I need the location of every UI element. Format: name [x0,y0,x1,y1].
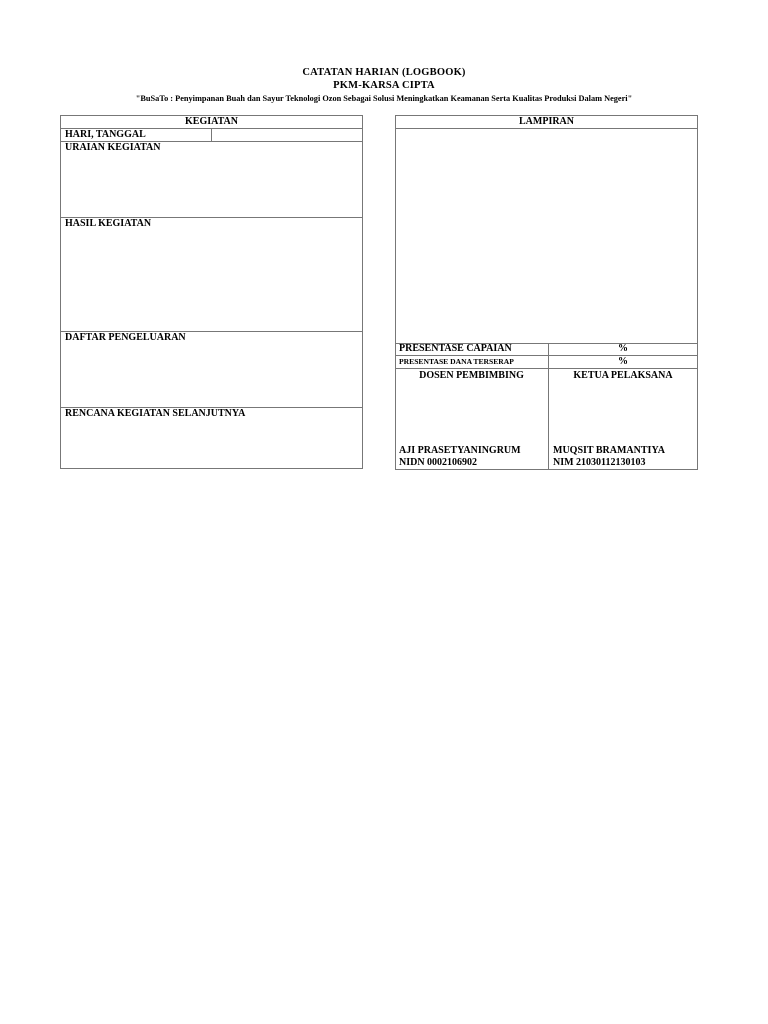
leader-id: NIM 21030112130103 [553,457,646,468]
next-plan-label: RENCANA KEGIATAN SELANJUTNYA [65,408,246,419]
page-subtitle: PKM-KARSA CIPTA [333,80,435,91]
supervisor-role: DOSEN PEMBIMBING [419,370,524,381]
achievement-value: % [618,343,628,354]
attachment-heading: LAMPIRAN [519,116,574,127]
divider [211,128,212,141]
supervisor-id: NIDN 0002106902 [399,457,478,468]
result-label: HASIL KEGIATAN [65,218,152,229]
divider [395,128,698,129]
description-label: URAIAN KEGIATAN [65,142,161,153]
achievement-label: PRESENTASE CAPAIAN [399,343,512,354]
page-title: CATATAN HARIAN (LOGBOOK) [302,67,466,78]
funds-value: % [618,356,628,367]
activity-heading: KEGIATAN [185,116,238,127]
funds-label: PRESENTASE DANA TERSERAP [399,357,514,366]
leader-role: KETUA PELAKSANA [573,370,673,381]
divider [395,368,698,369]
project-title: "BuSaTo : Penyimpanan Buah dan Sayur Teknologi Ozon Sebagai Solusi Meningkatkan Keamanan Serta Kualitas Produksi Dalam Negeri" [135,94,633,103]
leader-name: MUQSIT BRAMANTIYA [553,445,665,456]
attachment-table [395,115,698,470]
supervisor-name: AJI PRASETYANINGRUM [399,445,521,456]
expenses-label: DAFTAR PENGELUARAN [65,332,186,343]
date-label: HARI, TANGGAL [65,129,146,140]
